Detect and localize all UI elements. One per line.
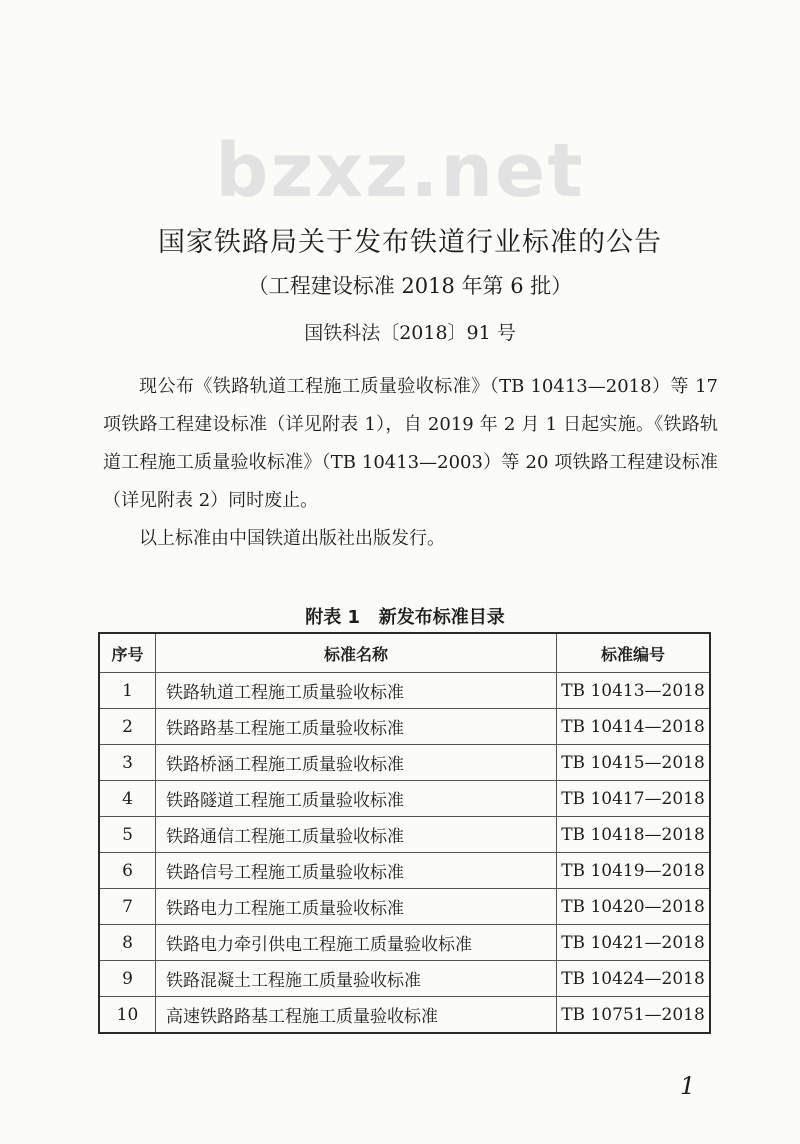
- row-name: 铁路路基工程施工质量验收标准: [156, 709, 557, 745]
- row-code: TB 10417—2018: [557, 781, 711, 817]
- row-name: 铁路电力牵引供电工程施工质量验收标准: [156, 925, 557, 961]
- body-paragraph: 以上标准由中国铁道出版社出版发行。: [139, 528, 445, 549]
- announcement-body: [103, 368, 718, 558]
- row-seq: 1: [99, 673, 156, 709]
- row-code: TB 10413—2018: [557, 673, 711, 709]
- body-paragraph: 现公布《铁路轨道工程施工质量验收标准》（TB 10413—2018）等 17 项铁路工程建设标准（详见附表 1），自 2019 年 2 月 1 日起实施。《铁路轨道工程施工质量验收标准》（TB 10413—2003）等 20 项铁路工程建设标准（详见附表 2）同时废止。: [103, 376, 718, 511]
- row-code: TB 10421—2018: [557, 925, 711, 961]
- row-seq: 7: [99, 889, 156, 925]
- table-row: [99, 961, 710, 997]
- row-name: 铁路桥涵工程施工质量验收标准: [156, 745, 557, 781]
- watermark: bzxz.net: [215, 128, 585, 214]
- table-row: [99, 997, 710, 1034]
- table-row: [99, 853, 710, 889]
- standards-table: [98, 632, 711, 1034]
- table-row: [99, 745, 710, 781]
- row-code: TB 10751—2018: [557, 997, 711, 1034]
- row-name: 铁路信号工程施工质量验收标准: [156, 853, 557, 889]
- header-code: 标准编号: [557, 633, 711, 673]
- table-row: [99, 709, 710, 745]
- row-seq: 6: [99, 853, 156, 889]
- table-header-row: [99, 633, 710, 673]
- header-seq: 序号: [99, 633, 156, 673]
- row-code: TB 10420—2018: [557, 889, 711, 925]
- row-name: 铁路轨道工程施工质量验收标准: [156, 673, 557, 709]
- page-number: 1: [680, 1072, 696, 1100]
- row-name: 高速铁路路基工程施工质量验收标准: [156, 997, 557, 1034]
- table-row: [99, 889, 710, 925]
- row-code: TB 10414—2018: [557, 709, 711, 745]
- document-number: 国铁科法〔2018〕91 号: [304, 322, 516, 344]
- table-row: [99, 925, 710, 961]
- row-name: 铁路隧道工程施工质量验收标准: [156, 781, 557, 817]
- table-caption: 附表 1 新发布标准目录: [305, 607, 505, 628]
- row-seq: 5: [99, 817, 156, 853]
- row-seq: 2: [99, 709, 156, 745]
- row-name: 铁路混凝土工程施工质量验收标准: [156, 961, 557, 997]
- announcement-title: 国家铁路局关于发布铁道行业标准的公告: [158, 227, 662, 258]
- row-seq: 4: [99, 781, 156, 817]
- announcement-subtitle: （工程建设标准 2018 年第 6 批）: [247, 274, 573, 298]
- row-code: TB 10418—2018: [557, 817, 711, 853]
- row-seq: 10: [99, 997, 156, 1034]
- row-code: TB 10415—2018: [557, 745, 711, 781]
- row-code: TB 10419—2018: [557, 853, 711, 889]
- row-seq: 8: [99, 925, 156, 961]
- row-name: 铁路通信工程施工质量验收标准: [156, 817, 557, 853]
- row-seq: 9: [99, 961, 156, 997]
- row-seq: 3: [99, 745, 156, 781]
- table-row: [99, 817, 710, 853]
- table-row: [99, 673, 710, 709]
- table-row: [99, 781, 710, 817]
- row-name: 铁路电力工程施工质量验收标准: [156, 889, 557, 925]
- row-code: TB 10424—2018: [557, 961, 711, 997]
- header-name: 标准名称: [156, 633, 557, 673]
